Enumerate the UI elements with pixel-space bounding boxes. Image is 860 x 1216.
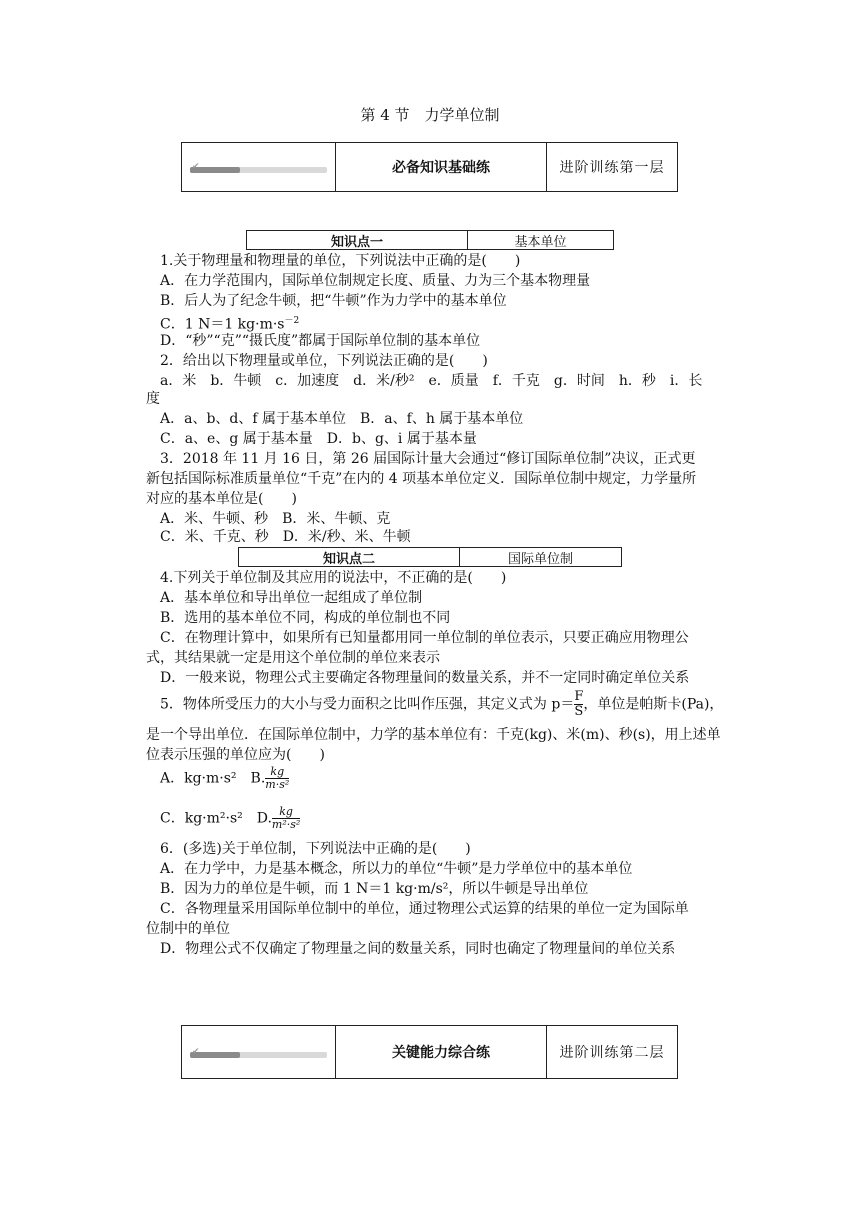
check-icon: ✔ <box>192 162 200 172</box>
section-banner-basic <box>181 142 678 192</box>
q5-options-cd: C．kg·m²·s² D. $\frac{kg}{\text{m²·s²}}$ <box>160 805 301 831</box>
q6-option-a: A．在力学中，力是基本概念，所以力的单位“牛顿”是力学单位中的基本单位 <box>160 861 633 877</box>
check-icon: ✔ <box>192 1047 200 1057</box>
q3-stem-1: 3．2018 年 11 月 16 日，第 26 届国际计量大会通过“修订国际单位制”决议，正式更 <box>160 451 696 467</box>
q3-stem-3: 对应的基本单位是( ) <box>146 491 297 507</box>
q4-option-c-cont: 式，其结果就一定是用这个单位制的单位来表示 <box>146 650 440 666</box>
q6-option-b: B．因为力的单位是牛顿，而 1 N＝1 kg·m/s²，所以牛顿是导出单位 <box>160 881 589 897</box>
q5-option-b-fraction: $\frac{kg}{\text{m·s²}}$ <box>265 765 290 791</box>
q6-option-d: D．物理公式不仅确定了物理量之间的数量关系，同时也确定了物理量间的单位关系 <box>160 941 676 957</box>
banner-level: 进阶训练第一层 <box>559 160 665 176</box>
q5-options-ab: A．kg·m·s² B. $\frac{kg}{\text{m·s²}}$ <box>160 765 290 791</box>
knowledge-point-topic: 基本单位 <box>514 234 567 250</box>
q3-options-cd: C．米、千克、秒 D．米/秒、米、牛顿 <box>160 529 411 545</box>
q5-stem-2: 是一个导出单位．在国际单位制中，力学的基本单位有：千克(kg)、米(m)、秒(s)，用上述单 <box>146 727 721 743</box>
q2-stem: 2．给出以下物理量或单位，下列说法正确的是( ) <box>160 353 488 369</box>
q6-option-c-cont: 位制中的单位 <box>146 921 230 937</box>
section-banner-key <box>181 1025 678 1079</box>
banner-title: 必备知识基础练 <box>336 143 547 191</box>
q4-option-b: B．选用的基本单位不同，构成的单位制也不同 <box>160 610 451 626</box>
page-title: 第 4 节 力学单位制 <box>360 106 500 124</box>
q1-option-c: C．1 N＝1 $kg\cdot m\cdot s^{-2}$ <box>160 316 300 333</box>
banner-title: 关键能力综合练 <box>336 1026 547 1078</box>
q3-options-ab: A．米、牛顿、秒 B．米、牛顿、克 <box>160 511 391 527</box>
progress-bar <box>190 162 327 173</box>
progress-decoration <box>182 143 336 191</box>
q5-stem-1: 5．物体所受压力的大小与受力面积之比叫作压强，其定义式为 p＝ $\frac{F}{S}$ ，单位是帕斯卡(Pa)， <box>160 689 724 719</box>
pressure-formula: $\frac{F}{S}$ <box>574 689 584 719</box>
knowledge-point-2 <box>238 547 622 567</box>
progress-bar <box>190 1047 327 1058</box>
q2-options-ab: A．a、b、d、f 属于基本单位 B．a、f、h 属于基本单位 <box>160 411 524 427</box>
q2-list-cont: 度 <box>146 391 160 407</box>
q2-options-cd: C．a、e、g 属于基本量 D．b、g、i 属于基本量 <box>160 431 477 447</box>
knowledge-point-label: 知识点一 <box>247 231 468 249</box>
q6-option-c: C．各物理量采用国际单位制中的单位，通过物理公式运算的结果的单位一定为国际单 <box>160 901 689 917</box>
q2-list: a．米 b．牛顿 c．加速度 d．米/秒² e．质量 f．千克 g．时间 h．秒 i．长 <box>160 373 703 389</box>
banner-level: 进阶训练第二层 <box>559 1045 665 1061</box>
progress-decoration <box>182 1026 336 1078</box>
q1-option-a: A．在力学范围内，国际单位制规定长度、质量、力为三个基本物理量 <box>160 273 591 289</box>
q1-stem: 1.关于物理量和物理量的单位，下列说法中正确的是( ) <box>160 253 521 269</box>
q3-stem-2: 新包括国际标准质量单位“千克”在内的 4 项基本单位定义．国际单位制中规定，力学量所 <box>146 471 697 487</box>
q6-stem: 6．(多选)关于单位制，下列说法中正确的是( ) <box>160 841 471 857</box>
knowledge-point-topic: 国际单位制 <box>507 551 573 567</box>
q5-option-d-fraction: $\frac{kg}{\text{m²·s²}}$ <box>271 805 301 831</box>
knowledge-point-label: 知识点二 <box>239 548 460 566</box>
q4-option-c: C．在物理计算中，如果所有已知量都用同一单位制的单位表示，只要正确应用物理公 <box>160 630 689 646</box>
q1-option-d: D．“秒”“克”“摄氏度”都属于国际单位制的基本单位 <box>160 333 481 349</box>
q4-stem: 4.下列关于单位制及其应用的说法中，不正确的是( ) <box>160 570 507 586</box>
q4-option-a: A．基本单位和导出单位一起组成了单位制 <box>160 590 423 606</box>
knowledge-point-1 <box>246 230 614 250</box>
q4-option-d: D．一般来说，物理公式主要确定各物理量间的数量关系，并不一定同时确定单位关系 <box>160 670 690 686</box>
q5-stem-3: 位表示压强的单位应为( ) <box>146 747 325 763</box>
q1-option-b: B．后人为了纪念牛顿，把“牛顿”作为力学中的基本单位 <box>160 293 507 309</box>
